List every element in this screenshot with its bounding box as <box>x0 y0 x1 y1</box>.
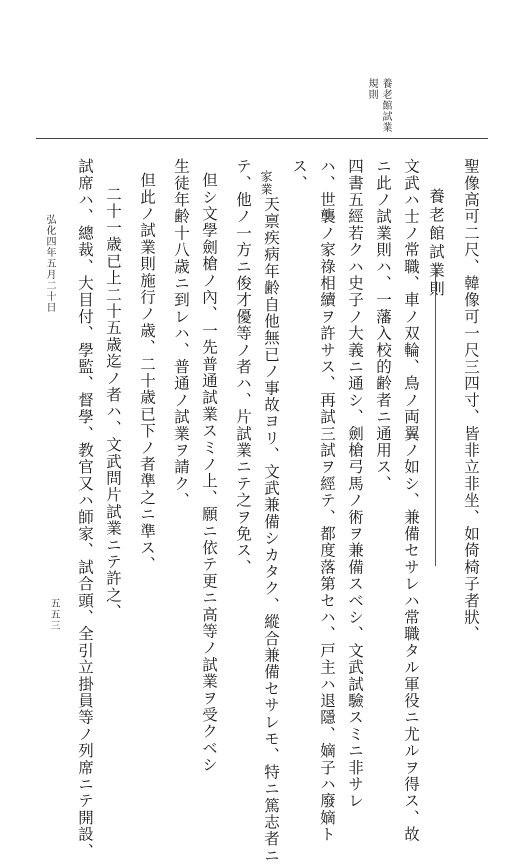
text-column-6: ハ、世襲ノ家祿相續ヲ許サス、再試三試ヲ經テ、都度落第セハ、戸主ハ退隱、嫡子ハ廢嫡ト <box>318 158 336 843</box>
document-date: 弘化四年五月二十日 <box>44 214 55 313</box>
text-column-9: テ、他ノ一方ニ俊才優等ノ者ハ、片試業ニテ之ヲ免ス、 <box>234 158 252 576</box>
running-header-title: 養老館試業 <box>380 78 391 133</box>
text-column-1: 聖像高可二尺、韓像可一尺三四寸、皆非立非坐、如倚椅子者狀、 <box>462 158 480 643</box>
page-number: 五五三 <box>48 598 59 631</box>
text-column-12: 但此ノ試業則施行ノ歳、二十歳已下ノ者準之ニ準ス、 <box>138 172 156 573</box>
text-column-10: 但シ文學劍槍ノ內、一先普通試業スミノ上、願ニ依テ更ニ高等ノ試業ヲ受クベシ <box>200 172 218 774</box>
section-title: 養老館試業則 <box>427 188 445 299</box>
side-annotation: 家業 <box>259 170 273 196</box>
text-column-5: 四書五經若クハ史子ノ大義ニ通シ、劍槍弓馬ノ術ヲ兼備スベシ、文武試驗スミニ非サレ <box>346 158 364 810</box>
text-column-4: ニ此ノ試業則ハ、一藩入校的齢者ニ通用ス、 <box>374 158 392 492</box>
text-column-7: ス、 <box>290 158 308 192</box>
title-divider-line <box>435 266 436 566</box>
text-column-14: 試席ハ、總裁、大目付、學監、督學、教官又ハ師家、試合頭、全引立掛員等ノ列席ニテ開設、 <box>76 158 94 860</box>
text-column-8: 天禀疾病年齢自他無已ノ事故ヨリ、文武兼備シカタク、縱合兼備セサレモ、特ニ篤志者ニ <box>262 196 280 864</box>
header-rule <box>36 138 488 139</box>
text-column-13: 二十一歳已上二十五歳迄ノ者ハ、文武問片試業ニテ許之、 <box>104 186 122 621</box>
text-column-3: 文武ハ士ノ常職、車ノ双輪、鳥ノ両翼ノ如シ、兼備セサレハ常職タル軍役ニ尤ルヲ得ス、故 <box>402 158 420 843</box>
text-column-11: 生徒年齢十八歳ニ到レハ、普通ノ試業ヲ請ク、 <box>172 158 190 509</box>
running-header-subtitle: 規則 <box>366 78 377 100</box>
